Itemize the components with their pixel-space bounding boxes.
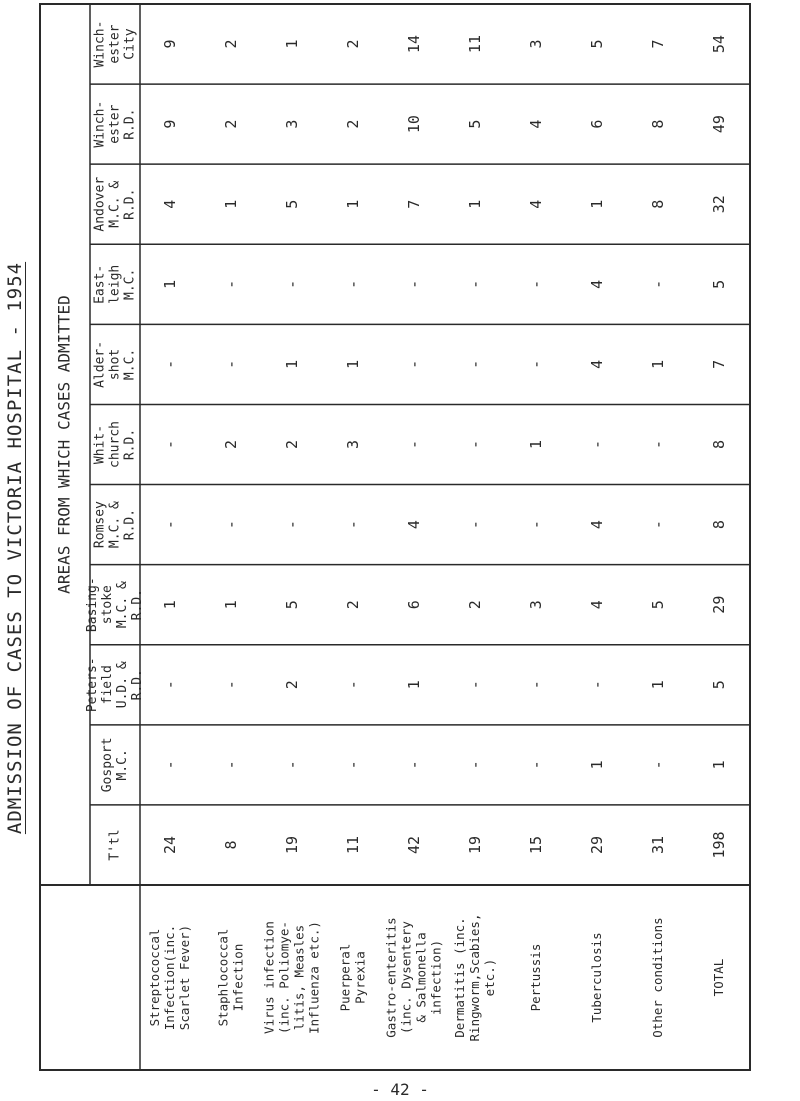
table-cell: 5 — [283, 199, 301, 209]
table-cell: 1 — [527, 439, 545, 450]
table-cell: - — [344, 760, 362, 770]
table-cell: - — [405, 760, 423, 770]
table-cell: 8 — [649, 119, 667, 129]
table-cell: 19 — [466, 835, 484, 854]
table-cell: - — [161, 359, 179, 369]
table-cell: - — [222, 279, 240, 289]
table-cell: - — [405, 439, 423, 450]
table-cell: 4 — [588, 279, 606, 289]
table-cell: - — [344, 520, 362, 530]
area-label: R.D. — [122, 428, 138, 461]
table-cell: - — [161, 439, 179, 450]
table-cell: - — [466, 279, 484, 289]
table-cell: 49 — [710, 115, 728, 134]
table-cell: 29 — [710, 595, 728, 614]
condition-label: Dermatitis (inc. — [452, 917, 467, 1038]
table-cell: - — [649, 279, 667, 289]
condition-label: Infection — [230, 943, 246, 1012]
table-cell: 32 — [710, 195, 728, 214]
area-label: R.D. — [122, 188, 138, 220]
area-label: R.D. — [130, 669, 145, 701]
table-cell: 29 — [588, 835, 606, 854]
area-label: M.C. & — [115, 581, 130, 629]
table-cell: 1 — [710, 760, 728, 770]
table-cell: 1 — [222, 199, 240, 209]
table-cell: 11 — [466, 35, 484, 54]
condition-label: litis, Measles — [291, 924, 307, 1031]
table-cell: - — [161, 760, 179, 770]
table-cell: 1 — [222, 600, 240, 610]
area-label: R.D. — [122, 508, 138, 541]
table-cell: 4 — [527, 199, 545, 209]
table-cell: 1 — [649, 680, 667, 690]
table-cell: - — [527, 279, 545, 289]
table-cell: 3 — [527, 39, 545, 49]
table-cell: 8 — [710, 439, 728, 450]
area-label: Whit- — [92, 424, 108, 465]
area-label: Alder- — [92, 340, 108, 388]
table-cell: - — [649, 439, 667, 450]
table-cell: - — [283, 760, 301, 770]
table-cell: 6 — [588, 119, 606, 129]
table-cell: 1 — [344, 359, 362, 369]
table-cell: 2 — [222, 119, 240, 129]
table-cell: 1 — [588, 199, 606, 209]
area-label: Romsey — [92, 501, 108, 549]
table-cell: - — [527, 680, 545, 690]
condition-label: etc.) — [482, 958, 497, 997]
table-cell: - — [405, 279, 423, 289]
condition-label: (inc. Dysentery — [398, 921, 414, 1034]
table-cell: 11 — [344, 835, 362, 854]
area-label: R.D. — [130, 589, 145, 621]
table-cell: 4 — [161, 199, 179, 209]
table-cell: 3 — [283, 119, 301, 129]
area-label: M.C. — [115, 749, 130, 781]
area-label: East- — [92, 264, 108, 304]
condition-label: Scarlet Fever) — [177, 924, 192, 1031]
area-label: church — [107, 421, 123, 468]
table-cell: 5 — [710, 279, 728, 289]
table-cell: 1 — [405, 680, 423, 690]
table-cell: - — [161, 520, 179, 530]
table-cell: 24 — [161, 835, 179, 854]
table-cell: 2 — [466, 600, 484, 610]
area-label: Winch- — [92, 100, 108, 148]
condition-label: Ringworm,Scabies, — [467, 913, 482, 1042]
table-cell: 198 — [710, 831, 728, 859]
condition-label: Influenza etc.) — [306, 921, 322, 1034]
condition-label: TOTAL — [711, 958, 726, 997]
table-cell: 2 — [344, 119, 362, 129]
table-cell: - — [405, 359, 423, 369]
table-cell: - — [649, 760, 667, 770]
area-label: M.C. & — [107, 501, 123, 549]
table-cell: - — [527, 760, 545, 770]
condition-label: (inc. Poliomye- — [276, 921, 292, 1034]
table-cell: 9 — [161, 119, 179, 129]
table-cell: 1 — [161, 600, 179, 610]
table-cell: 2 — [222, 439, 240, 450]
table-cell: 2 — [283, 439, 301, 450]
area-label: Gosport — [100, 737, 115, 793]
table-cell: 15 — [527, 835, 545, 854]
table-cell: 1 — [466, 199, 484, 209]
table-cell: 5 — [588, 39, 606, 49]
area-label: M.C. & — [107, 180, 123, 228]
table-cell: 5 — [466, 119, 484, 129]
condition-label: Tuberculosis — [589, 932, 604, 1023]
table-cell: 1 — [283, 39, 301, 49]
table-cell: 4 — [527, 119, 545, 129]
area-label: shot — [107, 348, 123, 381]
condition-label: Virus infection — [261, 921, 277, 1034]
table-cell: 1 — [344, 199, 362, 209]
table-cell: - — [344, 680, 362, 690]
table-cell: 1 — [283, 359, 301, 369]
table-cell: 4 — [588, 359, 606, 369]
table-cell: - — [466, 359, 484, 369]
condition-label: Gastro-enteritis — [383, 917, 399, 1038]
table-cell: 19 — [283, 835, 301, 854]
table-cell: - — [222, 359, 240, 369]
table-cell: 8 — [222, 840, 240, 850]
table-cell: 4 — [588, 600, 606, 610]
table-cell: 4 — [405, 520, 423, 530]
table-cell: - — [161, 680, 179, 690]
area-label: R.D. — [122, 108, 138, 140]
condition-label: Staphlococcal — [215, 928, 231, 1027]
condition-label: infection) — [428, 939, 444, 1016]
table-cell: - — [527, 359, 545, 369]
area-label: stoke — [100, 585, 115, 625]
area-label: T'tl — [107, 829, 123, 861]
area-label: ester — [107, 24, 123, 64]
table-cell: 31 — [649, 835, 667, 854]
condition-label: Puerperal — [337, 943, 353, 1012]
table-cell: - — [222, 520, 240, 530]
table-cell: - — [466, 520, 484, 530]
table-cell: 1 — [161, 279, 179, 289]
table-cell: 5 — [710, 680, 728, 690]
table-cell: - — [344, 279, 362, 289]
table-cell: - — [283, 279, 301, 289]
group-header: AREAS FROM WHICH CASES ADMITTED — [54, 295, 74, 594]
table-cell: - — [466, 439, 484, 450]
table-cell: 7 — [649, 39, 667, 49]
table-cell: - — [466, 680, 484, 690]
table-cell: 2 — [283, 680, 301, 690]
table-cell: - — [283, 520, 301, 530]
table-cell: - — [588, 680, 606, 690]
table-cell: 4 — [588, 520, 606, 530]
table-cell: - — [527, 520, 545, 530]
area-label: field — [100, 665, 115, 705]
table-cell: 8 — [710, 520, 728, 530]
table-cell: 42 — [405, 835, 423, 854]
table-cell: - — [222, 680, 240, 690]
condition-label: & Salmonella — [413, 932, 429, 1023]
condition-label: Pyrexia — [352, 951, 368, 1004]
table-cell: - — [588, 439, 606, 450]
table-cell: 3 — [344, 439, 362, 450]
area-label: Winch- — [92, 20, 108, 68]
table-cell: 10 — [405, 115, 423, 134]
table-cell: - — [466, 760, 484, 770]
page-number: - 42 - — [371, 1080, 429, 1099]
condition-label: Streptococcal — [147, 928, 162, 1027]
table-cell: 8 — [649, 199, 667, 209]
area-label: Basing- — [85, 577, 100, 633]
table-cell: 5 — [649, 600, 667, 610]
table-cell: 2 — [344, 39, 362, 49]
table-cell: - — [649, 520, 667, 530]
table-cell: 7 — [710, 359, 728, 369]
condition-label: Other conditions — [650, 917, 665, 1038]
table-cell: 3 — [527, 600, 545, 610]
table-cell: 2 — [344, 600, 362, 610]
table-cell: 7 — [405, 199, 423, 209]
area-label: ester — [107, 104, 123, 144]
condition-label: Infection(inc. — [162, 924, 177, 1031]
table-cell: 5 — [283, 600, 301, 610]
area-label: City — [122, 28, 138, 60]
table-cell: 1 — [649, 359, 667, 369]
table-cell: 6 — [405, 600, 423, 610]
area-label: leigh — [107, 264, 123, 304]
area-label: Peters- — [85, 657, 100, 713]
table-cell: - — [222, 760, 240, 770]
condition-label: Pertussis — [528, 943, 543, 1012]
page-title-text: ADMISSION OF CASES TO VICTORIA HOSPITAL - 1954 — [4, 261, 26, 835]
table-cell: 2 — [222, 39, 240, 49]
area-label: Andover — [92, 176, 108, 232]
table-cell: 1 — [588, 760, 606, 770]
area-label: U.D. & — [115, 661, 130, 709]
area-label: M.C. — [122, 268, 138, 300]
table-cell: 54 — [710, 35, 728, 54]
table-cell: 9 — [161, 39, 179, 49]
area-label: M.C. — [122, 348, 138, 381]
table-cell: 14 — [405, 35, 423, 54]
